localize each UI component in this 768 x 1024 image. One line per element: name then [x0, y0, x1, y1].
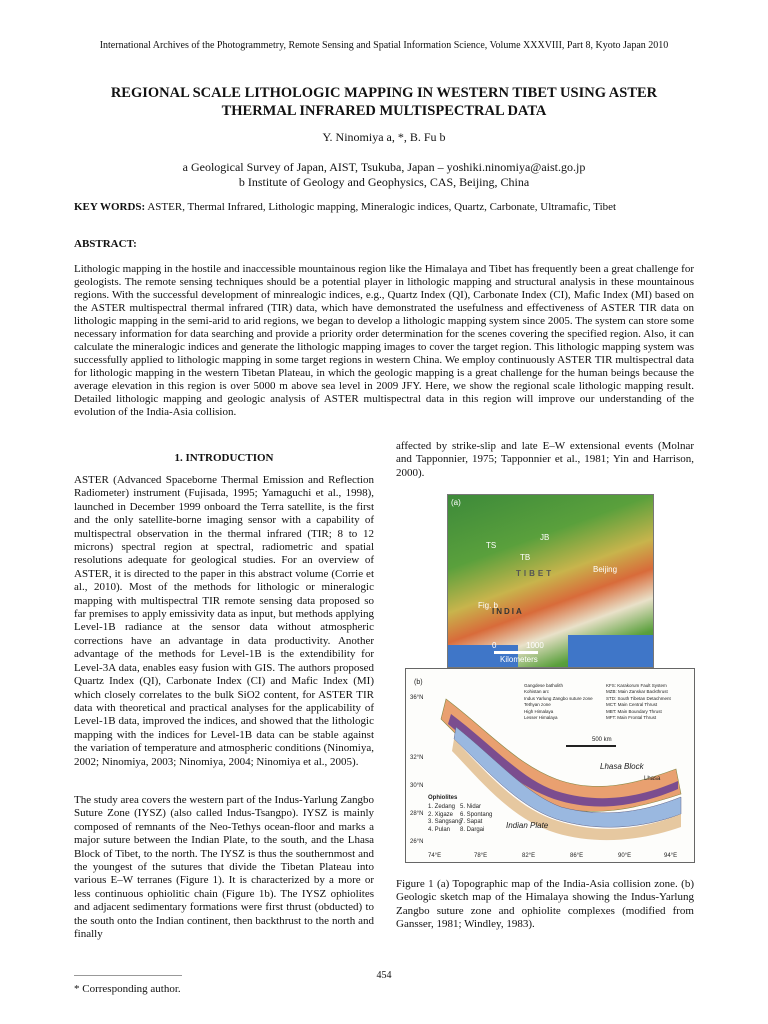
- ocean-area: [568, 635, 653, 667]
- legend-item: MCT: Main Central Thrust: [606, 702, 658, 708]
- legend-item: MBT: Main Boundary Thrust: [606, 708, 662, 714]
- keywords: [74, 201, 694, 213]
- label-tibet: TIBET: [516, 569, 555, 578]
- ophiolite-item: 4. Pulan: [428, 826, 451, 833]
- right-column-text: affected by strike-slip and late E–W extensional events (Molnar and Tapponnier, 1975; Tapponnier et al., 1981; Yin and Harrison, 2000).: [396, 440, 694, 479]
- lon-94: 94°E: [664, 853, 678, 859]
- lon-90: 90°E: [618, 853, 632, 859]
- legend-item: STD: South Tibetan Detachment: [606, 695, 671, 701]
- affiliations: [0, 160, 768, 190]
- ophiolite-item: 6. Spontang: [460, 811, 493, 818]
- legend-item: Gangdese batholith: [524, 683, 564, 688]
- legend-item: MZB: Main Zanskar Backthrust: [606, 689, 668, 695]
- label-figb: Fig. b: [478, 601, 499, 610]
- intro-paragraph-1: ASTER (Advanced Spaceborne Thermal Emission and Reflection Radiometer) instrument (Fujisada, 1995; Yamaguchi et al., 1998), launched in December 1999 onboard the Terra satellite, is the first and the only satellite-borne imaging sensor with a capability of multispectral observation in the thermal infrared (TIR; 8 to 12 microns) spectral region at spectral, radiometric and spatial resolutions adequate for geological studies. For an overview of ASTER, it is directed to the paper in this abstract volume (Corrie et al., 2010). Most of the methods for lithologic or mineralogic mapping with multispectral TIR remote sensing data proposed so far premises to apply emissivity data as input, but methods applying Level-1B radiance at the sensor data without atmospheric corrections have an advantage in data productivity. Another advantage of the methods for Level-1B is the extendibility for Level-3A data, enables easy fusion with GIS. The authors proposed Quartz Index (QI), Carbonate Index (CI) and Mafic Index (MI) which closely correlates to the bulk SiO2 content, for ASTER TIR data with theoretical and practical analyses for the applicability of Level-1B data, improved the indices, and showed that the lithologic mapping with the indices for Level-1B data can be stable against the variation of temperature and atmospheric conditions (Ninomiya, 2002; Ninomiya, 2003; Ninomiya, 2004; Ninomiya et al., 2005).: [74, 474, 374, 768]
- running-header: International Archives of the Photogrammetry, Remote Sensing and Spatial Information Science, Volume XXXVIII, Part 8, Kyoto Japan 2010: [99, 40, 669, 51]
- legend-item: MFT: Main Frontal Thrust: [606, 715, 657, 721]
- legend-item: High Himalaya: [524, 708, 554, 714]
- panel-label-b: (b): [414, 679, 423, 686]
- ophiolite-list-col1: [428, 804, 462, 834]
- page-number: 454: [376, 970, 392, 981]
- label-india: INDIA: [492, 607, 524, 616]
- figure-1a-topographic-map: [447, 494, 654, 668]
- scale-bar: [566, 745, 616, 747]
- legend-item: Tethyan zone: [524, 702, 551, 708]
- lon-86: 86°E: [570, 853, 584, 859]
- scale-0: 0: [492, 641, 497, 650]
- keywords-text: ASTER, Thermal Infrared, Lithologic mapping, Mineralogic indices, Quartz, Carbonate, Ultramafic, Tibet: [145, 201, 617, 213]
- ophiolite-item: 8. Dargai: [460, 826, 485, 833]
- scale-1000: 1000: [526, 641, 544, 650]
- label-ts: TS: [486, 541, 497, 550]
- abstract-heading: ABSTRACT:: [74, 238, 137, 250]
- ophiolite-list-col2: [460, 804, 492, 834]
- figure-1b-geologic-map: [405, 668, 695, 863]
- ophiolite-item: 1. Zedang: [428, 804, 456, 810]
- ophiolite-item: 3. Sangsang: [428, 819, 462, 825]
- scale-label: 500 km: [592, 737, 612, 743]
- label-beijing: Beijing: [593, 565, 618, 574]
- lon-74: 74°E: [428, 853, 442, 859]
- paper-title: [60, 84, 708, 120]
- lon-78: 78°E: [474, 853, 488, 859]
- label-jb: JB: [540, 533, 550, 542]
- figure-caption: Figure 1 (a) Topographic map of the India-Asia collision zone. (b) Geologic sketch map of the Himalaya showing the Indus-Yarlung Zangbo suture zone and ophiolite complexes (modified from Gansser, 1981; Windley, 1983).: [396, 878, 694, 931]
- label-lhasa-block: Lhasa Block: [600, 762, 644, 771]
- ophiolite-item: 7. Sapat: [460, 819, 483, 825]
- affiliation-a: a Geological Survey of Japan, AIST, Tsukuba, Japan – yoshiki.ninomiya@aist.go.jp: [182, 160, 586, 174]
- footnote: * Corresponding author.: [74, 983, 181, 995]
- label-tb: TB: [520, 553, 531, 562]
- legend-item: Lesser Himalaya: [524, 715, 558, 721]
- authors: Y. Ninomiya a, *, B. Fu b: [322, 130, 446, 144]
- ophiolite-item: 2. Xigaze: [428, 811, 454, 818]
- lat-26: 26°N: [410, 839, 424, 845]
- scale-bar: [494, 651, 538, 654]
- lat-32: 32°N: [410, 755, 424, 761]
- title-line-2: THERMAL INFRARED MULTISPECTRAL DATA: [221, 103, 547, 119]
- abstract-body: Lithologic mapping in the hostile and inaccessible mountainous region like the Himalaya and Tibet has frequently been a great challenge for geologists. The remote sensing techniques should be a potential player in lithologic mapping and structural analysis in these mountainous regions. With the successful development of minrealogic indices, e.g., Quartz Index (QI), Carbonate Index (CI), Mafic Index (MI) based on the ASTER multispectral thermal infrared (TIR) data, which have demonstrated the usefulness and effectiveness of ASTER TIR data on lithologic mapping in the semi-arid to arid regions, we began to develop a lithologic mapping system since 2005. The system can store some necessary information for data searching and provide a priority order determination for the scenes covering the specified region. Also, it can calculate the mineralogic indices and generate the lithologic mapping images to cover the target region. This lithologic mapping system was successfully applied to lithologic mapping in some target regions in western China. We employ continuously ASTER TIR multispectral data for lithologic mapping in the western Tibetan Plateau, in which the geologic mapping is a great challenge for the human beings because the average elevation in this region is over 5000 m above sea level in 2009 JFY. Here, we show the regional scale lithologic mapping result. Detailed lithologic mapping and geologic analysis of ASTER multispectral data in this region will improve our understanding of the evolution of the India-Asia collision.: [74, 263, 694, 418]
- ophiolites-heading: Ophiolites: [428, 795, 458, 801]
- label-indian-plate: Indian Plate: [506, 821, 549, 830]
- title-line-1: REGIONAL SCALE LITHOLOGIC MAPPING IN WESTERN TIBET USING ASTER: [110, 85, 658, 101]
- lat-30: 30°N: [410, 783, 424, 789]
- keywords-label: KEY WORDS:: [74, 201, 146, 213]
- lat-36: 36°N: [410, 695, 424, 701]
- map-legend-units: [524, 683, 593, 721]
- lat-28: 28°N: [410, 811, 424, 817]
- legend-item: Indus Yarlung Zangbo suture zone: [524, 695, 593, 701]
- legend-item: KFS: Karakorum Fault System: [606, 683, 667, 688]
- affiliation-b: b Institute of Geology and Geophysics, CAS, Beijing, China: [238, 175, 530, 189]
- scale-units: Kilometers: [500, 655, 538, 664]
- section-heading: 1. INTRODUCTION: [174, 452, 274, 464]
- ophiolite-item: 5. Nidar: [460, 804, 482, 810]
- legend-item: Kohistan arc: [524, 689, 550, 695]
- footnote-rule: [74, 975, 182, 976]
- map-legend-faults: [606, 683, 671, 721]
- intro-paragraph-2: The study area covers the western part of the Indus-Yarlung Zangbo Suture Zone (IYSZ) (also called Indus-Tsangpo). IYSZ is mainly composed of remnants of the Neo-Tethys ocean-floor and marks a major suture between the Indian Plate, to the south, and the Lhasa Block of Tibet, to the north. The IYSZ is thus the southernmost and the youngest of the sutures that divide the Tibetan Plateau into various E–W terranes (Figure 1). It is characterized by a more or less continuous ophiolitic chain (Figure 1b). The IYSZ ophiolites and adjacent sedimentary formations were first thrust (obducted) to the south onto the Indian continent, then backthrust to the north and finally: [74, 794, 374, 941]
- label-lhasa: Lhasa: [644, 776, 661, 782]
- panel-label-a: (a): [451, 498, 461, 507]
- lon-82: 82°E: [522, 853, 536, 859]
